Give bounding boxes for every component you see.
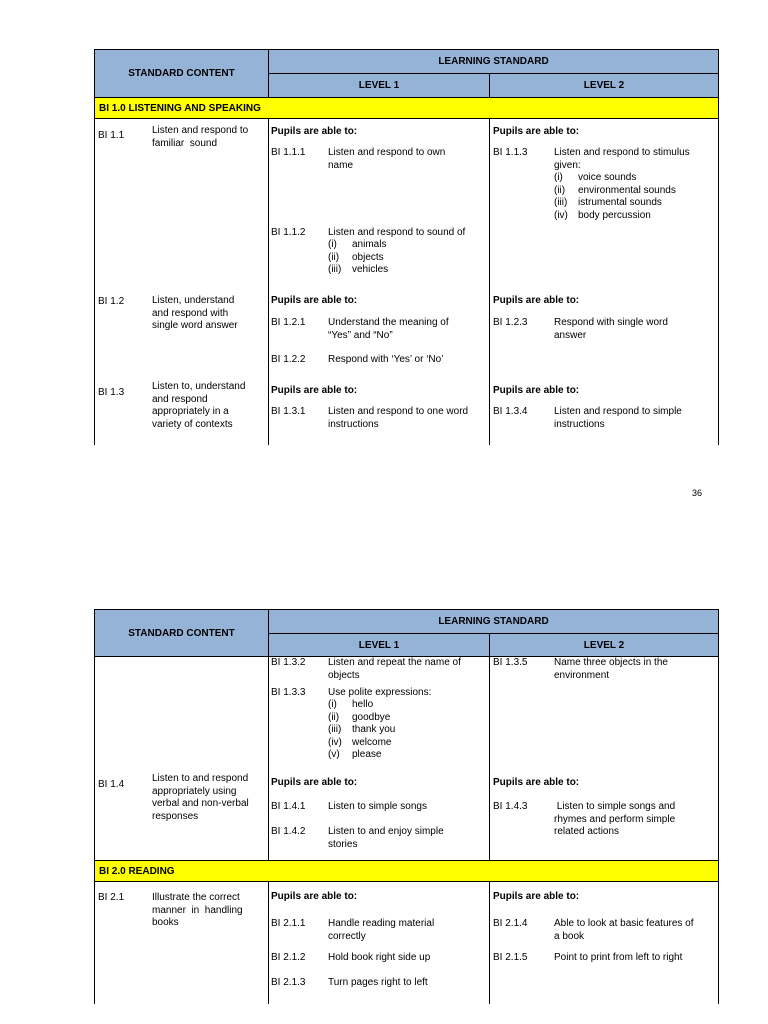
standard-description: Listen to and respond appropriately using verbal and non-verbal responses xyxy=(152,773,249,822)
level1-heading: Pupils are able to: xyxy=(271,385,358,396)
learning-code: BI 1.3.5 xyxy=(493,657,528,668)
learning-text: Listen and respond to sound of xyxy=(328,227,466,238)
list-item: (ii) goodbye xyxy=(328,711,391,723)
standard-code: BI 1.4 xyxy=(98,779,125,790)
table-border-left xyxy=(94,119,95,445)
level1-heading: Pupils are able to: xyxy=(271,777,358,788)
learning-code: BI 1.2.1 xyxy=(271,317,306,328)
learning-code: BI 1.3.3 xyxy=(271,687,306,698)
standard-code: BI 1.1 xyxy=(98,130,125,141)
list-item: (iii) vehicles xyxy=(328,264,389,275)
learning-code: BI 1.4.3 xyxy=(493,801,528,812)
standard-description: Listen, understand and respond with single word answer xyxy=(152,295,238,331)
learning-text: Listen and respond to own name xyxy=(328,147,446,171)
learning-code: BI 2.1.2 xyxy=(271,952,306,963)
list-item: (v) please xyxy=(328,749,382,760)
page-number: 36 xyxy=(692,488,703,498)
learning-text: Use polite expressions: xyxy=(328,687,432,698)
learning-code: BI 2.1.5 xyxy=(493,952,528,963)
curriculum-table-page-1 xyxy=(94,49,719,445)
header-level-1: LEVEL 1 xyxy=(268,73,490,98)
standard-description: Illustrate the correct manner in handling books xyxy=(152,892,243,928)
learning-text: Respond with single word answer xyxy=(554,317,668,341)
learning-text: Handle reading material correctly xyxy=(328,918,435,942)
standard-description: Listen to, understand and respond appropriately in a variety of contexts xyxy=(152,381,246,430)
table-divider-1 xyxy=(268,657,269,1004)
learning-code: BI 2.1.1 xyxy=(271,918,306,929)
list-item: (i) hello xyxy=(328,699,374,710)
learning-text: Listen and repeat the name of objects xyxy=(328,657,461,681)
learning-text: Listen to simple songs xyxy=(328,801,427,812)
level1-heading: Pupils are able to: xyxy=(271,891,358,902)
list-item: (iii) istrumental sounds xyxy=(554,197,662,208)
sub-list xyxy=(554,172,676,222)
learning-code: BI 1.2.2 xyxy=(271,354,306,365)
learning-code: BI 1.1.3 xyxy=(493,147,528,158)
header-level-2: LEVEL 2 xyxy=(489,73,719,98)
header-standard-content: STANDARD CONTENT xyxy=(94,609,269,657)
learning-text: Point to print from left to right xyxy=(554,952,683,963)
list-item: (i) animals xyxy=(328,239,387,250)
learning-code: BI 1.2.3 xyxy=(493,317,528,328)
learning-text: Listen and respond to one word instructions xyxy=(328,406,469,430)
learning-text: Understand the meaning of “Yes” and “No” xyxy=(328,317,449,341)
table-divider-2 xyxy=(489,119,490,445)
learning-code: BI 2.1.4 xyxy=(493,918,528,929)
table-divider-2 xyxy=(489,657,490,1004)
standard-code: BI 2.1 xyxy=(98,892,125,903)
learning-code: BI 1.3.1 xyxy=(271,406,306,417)
list-item: (iv) welcome xyxy=(328,736,392,748)
table-divider-1 xyxy=(268,119,269,445)
list-item: (iii) thank you xyxy=(328,724,396,735)
level1-heading: Pupils are able to: xyxy=(271,126,358,137)
learning-text: Listen and respond to stimulus given: xyxy=(554,147,690,171)
header-level-1: LEVEL 1 xyxy=(268,633,490,657)
sub-list xyxy=(328,699,395,762)
section-heading: BI 2.0 READING xyxy=(94,860,719,882)
standard-code: BI 1.3 xyxy=(98,387,125,398)
learning-text: Turn pages right to left xyxy=(328,977,428,988)
section-heading: BI 1.0 LISTENING AND SPEAKING xyxy=(94,97,719,119)
table-header xyxy=(94,609,719,658)
learning-text: Listen to simple songs and rhymes and perform simple related actions xyxy=(554,801,676,837)
learning-code: BI 1.3.4 xyxy=(493,406,528,417)
curriculum-table-page-2 xyxy=(94,609,719,1004)
learning-code: BI 2.1.3 xyxy=(271,977,306,988)
level2-heading: Pupils are able to: xyxy=(493,385,580,396)
table-header xyxy=(94,49,719,98)
learning-text: Able to look at basic features of a book xyxy=(554,918,694,942)
learning-code: BI 1.4.2 xyxy=(271,826,306,837)
learning-code: BI 1.1.2 xyxy=(271,227,306,238)
learning-code: BI 1.3.2 xyxy=(271,657,306,668)
header-standard-content: STANDARD CONTENT xyxy=(94,49,269,98)
list-item: (ii) objects xyxy=(328,251,384,263)
list-item: (ii) environmental sounds xyxy=(554,184,676,196)
standard-code: BI 1.2 xyxy=(98,296,125,307)
table-border-right xyxy=(718,119,719,445)
learning-text: Name three objects in the environment xyxy=(554,657,668,681)
level1-heading: Pupils are able to: xyxy=(271,295,358,306)
level2-heading: Pupils are able to: xyxy=(493,295,580,306)
learning-text: Hold book right side up xyxy=(328,952,431,963)
list-item: (i) voice sounds xyxy=(554,172,637,183)
header-learning-standard: LEARNING STANDARD xyxy=(268,49,719,74)
learning-text: Listen and respond to simple instructions xyxy=(554,406,682,430)
standard-description: Listen and respond to familiar sound xyxy=(152,125,249,149)
level2-heading: Pupils are able to: xyxy=(493,777,580,788)
list-item: (iv) body percussion xyxy=(554,209,651,221)
sub-list xyxy=(328,239,388,277)
learning-text: Respond with ‘Yes’ or ‘No’ xyxy=(328,354,444,365)
learning-text: Listen to and enjoy simple stories xyxy=(328,826,444,850)
learning-code: BI 1.4.1 xyxy=(271,801,306,812)
header-learning-standard: LEARNING STANDARD xyxy=(268,609,719,634)
table-border-right xyxy=(718,657,719,1004)
table-border-left xyxy=(94,657,95,1004)
learning-code: BI 1.1.1 xyxy=(271,147,306,158)
header-level-2: LEVEL 2 xyxy=(489,633,719,657)
level2-heading: Pupils are able to: xyxy=(493,891,580,902)
level2-heading: Pupils are able to: xyxy=(493,126,580,137)
